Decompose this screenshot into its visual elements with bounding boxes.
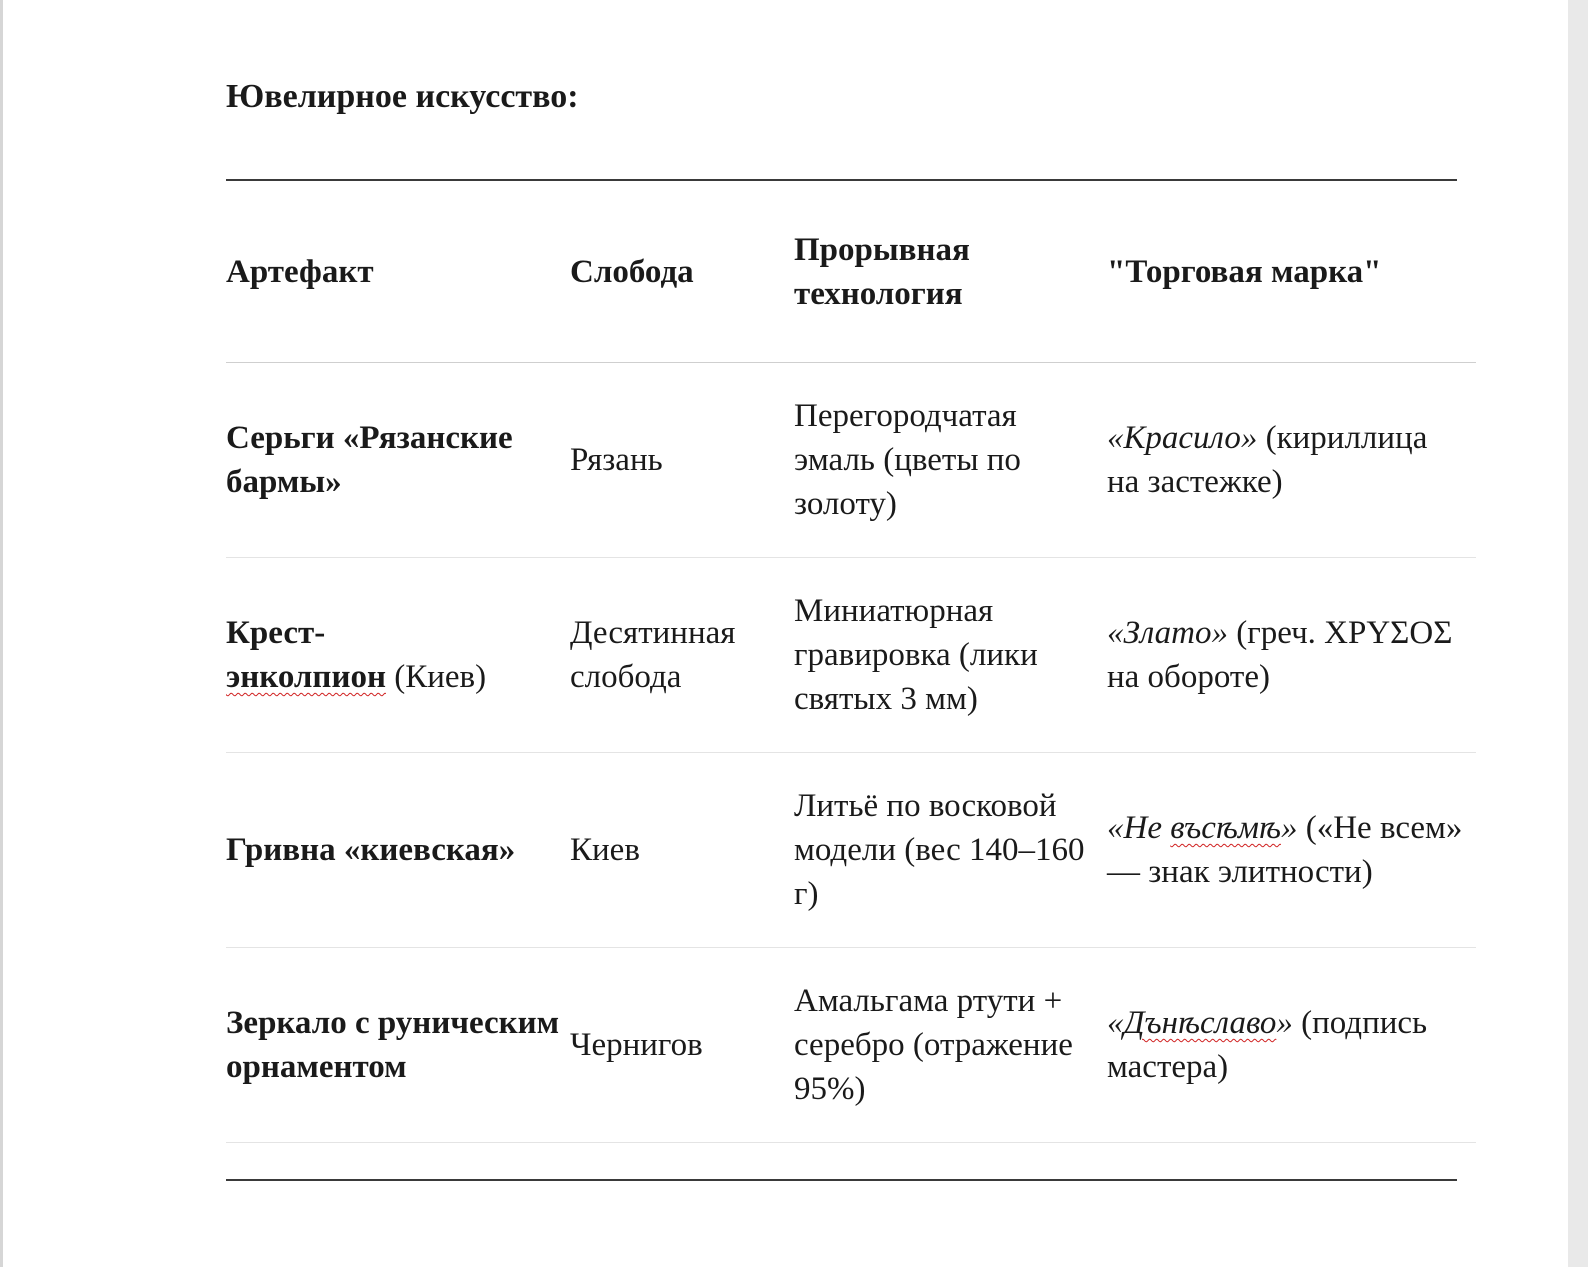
cell-sloboda: Рязань bbox=[570, 442, 663, 478]
table-header-row bbox=[226, 182, 1476, 363]
table-top-rule bbox=[226, 179, 1457, 181]
table-row bbox=[226, 558, 1476, 753]
trademark-note: (подпись мастера) bbox=[1107, 1005, 1428, 1085]
cell-technology: Перегородчатая эмаль (цветы по золоту) bbox=[794, 398, 1021, 522]
cell-trademark bbox=[1107, 363, 1476, 558]
trademark-name-end: » bbox=[1276, 1005, 1293, 1041]
trademark-note: (кириллица на застежке) bbox=[1107, 420, 1428, 500]
table-row bbox=[226, 753, 1476, 948]
header-artifact: Артефакт bbox=[226, 182, 570, 363]
table-row bbox=[226, 948, 1476, 1143]
window-scrollbar-track[interactable] bbox=[1568, 0, 1588, 1267]
header-sloboda: Слобода bbox=[570, 182, 794, 363]
cell-technology: Миниатюрная гравировка (лики святых 3 мм) bbox=[794, 593, 1038, 717]
trademark-note: (греч. ΧΡΥΣΟΣ на обороте) bbox=[1107, 615, 1453, 695]
trademark-name: «Красило» bbox=[1107, 420, 1258, 456]
trademark-name: «Злато» bbox=[1107, 615, 1228, 651]
jewelry-table bbox=[226, 182, 1476, 1143]
cell-technology: Амальгама ртути + серебро (отражение 95%) bbox=[794, 983, 1073, 1107]
trademark-name-end: » bbox=[1280, 810, 1298, 846]
trademark-name-part: «Не bbox=[1107, 810, 1171, 846]
header-trademark: "Торговая марка" bbox=[1107, 182, 1476, 363]
cell-trademark bbox=[1107, 558, 1476, 753]
cell-technology: Литьё по восковой модели (вес 140–160 г) bbox=[794, 788, 1085, 912]
cell-trademark bbox=[1107, 948, 1476, 1143]
cell-trademark bbox=[1107, 753, 1476, 948]
section-heading: Ювелирное искусство: bbox=[226, 78, 579, 115]
artifact-name-spellcheck[interactable]: энколпион bbox=[226, 659, 386, 695]
trademark-name-spellcheck[interactable]: Дънѣславо bbox=[1123, 1005, 1277, 1041]
cell-artifact bbox=[226, 363, 570, 558]
cell-sloboda: Чернигов bbox=[570, 1027, 703, 1063]
trademark-note: («Не всем» — знак элитности) bbox=[1107, 810, 1463, 890]
table-bottom-rule bbox=[226, 1179, 1457, 1181]
table-row bbox=[226, 363, 1476, 558]
header-technology: Прорывная технология bbox=[794, 182, 1107, 363]
trademark-name-part: « bbox=[1107, 1005, 1124, 1041]
trademark-name-spellcheck[interactable]: въсѣмѣ bbox=[1170, 810, 1281, 846]
artifact-note: (Киев) bbox=[385, 659, 487, 695]
artifact-name: Зеркало с руническим орнаментом bbox=[226, 1005, 560, 1085]
cell-artifact bbox=[226, 558, 570, 753]
cell-artifact bbox=[226, 753, 570, 948]
cell-sloboda: Киев bbox=[570, 832, 640, 868]
artifact-name: Гривна «киевская» bbox=[226, 832, 516, 868]
artifact-name-part: Крест- bbox=[226, 615, 326, 651]
cell-artifact bbox=[226, 948, 570, 1143]
artifact-name: Серьги «Рязанские бармы» bbox=[226, 420, 513, 500]
page-left-edge bbox=[0, 0, 3, 1267]
cell-sloboda: Десятинная слобода bbox=[570, 615, 736, 695]
